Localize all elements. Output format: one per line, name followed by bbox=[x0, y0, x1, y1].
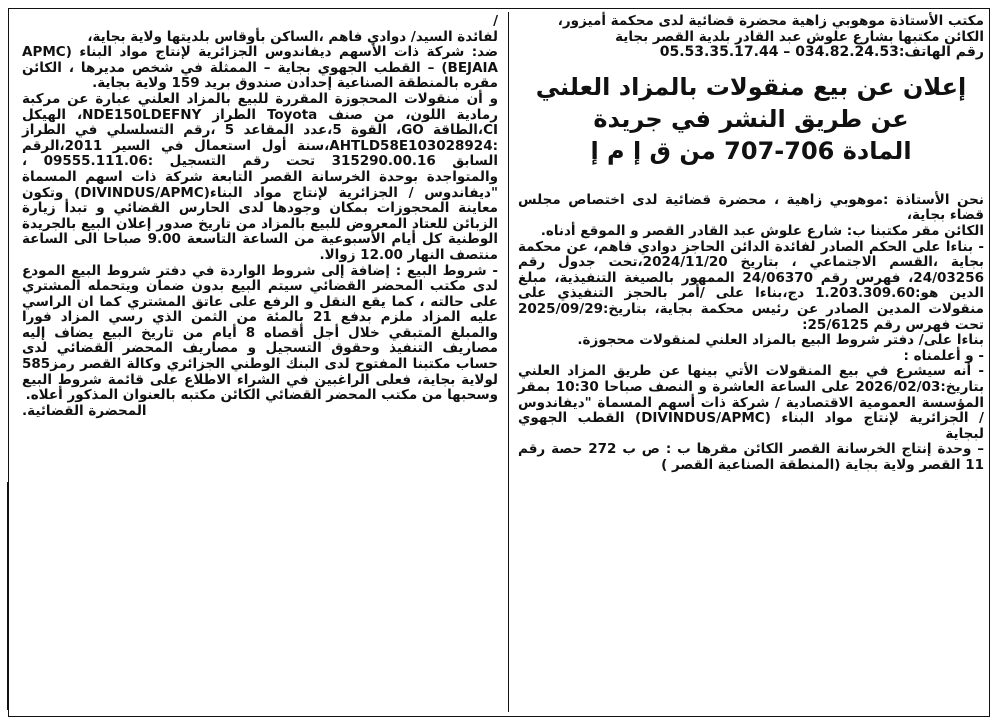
sale-conditions: - شروط البيع : إضافة إلى شروط الواردة في دفتر شروط البيع المودع لدى مكتب المحضر القضائي سيتم البيع بدون ضمان ويتحمله المشتري على حالته ، كما يقع النقل و الرفع على عاتق المشتري كما ان الراسي عليه المزاد ملزم بدفع 21 بالمئة من الثمن الذي رسي المزاد فورا والمبلغ المتبقي خلال أجل أقصاه 8 أيام من تاريخ البيع يضاف إليه مصاريف التنفيذ وحقوق التسجيل و مصاريف المحضر القضائي لدى حساب مكتبنا المفتوح لدى البنك الوطني الجزائري وكالة القصر رمز585 لولاية بجاية، فعلى الراغبين في الشراء الاطلاع على قائمة شروط البيع وسحبها من مكتب المحضر القضائي الكائن مكتبه بالعنوان المذكور أعلاه. bbox=[22, 262, 498, 404]
auction-location: – وحدة إنتاج الخرسانة القصر الكائن مقرها ب : ص ب 272 حصة رقم 11 القصر ولاية بجاية (المنطقة الصناعية القصر ) bbox=[518, 441, 984, 473]
right-column bbox=[518, 14, 984, 473]
debtor-line: ضد: شركة ذات الأسهم ديفاندوس الجزائرية لإنتاج مواد البناء (APMC BEJAIA) – القطب الجهوي بجاية – الممثلة في شخص مديرها ، الكائن مقره بالمنطقة الصناعية إحدادن صندوق بريد 159 ولاية بجاية. bbox=[22, 44, 498, 92]
seized-vehicle: و أن منقولات المحجوزة المقررة للبيع بالمزاد العلني عبارة عن مركبة رمادية اللون، من صنف Toyota الطراز NDE150LDEFNY، الهيكل CI،الطاقة GO، القوة 5،عدد المقاعد 5 ،رقم التسلسلي في الطراز :AHTLD58E103028924،سنة أول استعمال في السير 2011،الرقم السابق 315290.00.16 تحت رقم التسجيل :09555.111.06 ، والمتواجدة بوحدة الخرسانة القصر التابعة شركة ذات اسهم المسماة "ديفاندوس / الجزائرية لإنتاج مواد البناء(DIVINDUS/APMC) وتكون معاينة المحجوزات بمكان وجودها لدى الحارس القضائي و تبدأ زيارة الزبائن للعتاد المعروض للبيع بالمزاد من تاريخ صدور إعلان البيع بالجريدة الوطنية كل أيام الأسبوعية من الساعة التاسعة 9.00 صباحا الى الساعة منتصف النهار 12.00 زوالا. bbox=[22, 90, 498, 263]
creditor-line: لفائدة السيد/ دوادي فاهم ،الساكن بأوقاس بلديتها ولاية بجاية، bbox=[87, 28, 498, 45]
office-address: الكائن مكتبها بشارع علوش عبد القادر بلدية القصر بجاية bbox=[615, 28, 984, 45]
office-line: مكتب الأستاذة موهوبي زاهية محضرة قضائية لدى محكمة أميزور، bbox=[557, 13, 984, 29]
notified-line: - و أعلمناه : bbox=[903, 347, 984, 364]
conditions-book: بناءا على/ دفتر شروط البيع بالمزاد العلني لمنقولات محجوزة. bbox=[577, 332, 984, 349]
left-column bbox=[22, 14, 498, 419]
bailiff-address: الكائن مقر مكتبنا ب: شارع علوش عبد القادر القصر و الموقع أدناه. bbox=[540, 222, 984, 239]
title-line-2: عن طريق النشر في جريدة bbox=[593, 104, 909, 133]
slash-line: / bbox=[493, 13, 498, 29]
title-line-1: إعلان عن بيع منقولات بالمزاد العلني bbox=[535, 72, 967, 101]
office-phone: رقم الهاتف:034.82.24.53 – 05.53.35.17.44 bbox=[659, 44, 984, 61]
column-divider bbox=[508, 12, 509, 712]
bailiff-intro: نحن الأستاذة :موهوبي زاهية ، محضرة قضائية لدى اختصاص مجلس قضاء بجاية، bbox=[518, 191, 984, 224]
title-line-3: المادة 706-707 من ق إ م إ bbox=[590, 136, 912, 165]
left-edge-bar bbox=[0, 482, 9, 710]
notice-title bbox=[518, 71, 984, 167]
judgment-basis: - بناءا على الحكم الصادر لفائدة الدائن الحاجز دوادي فاهم، عن محكمة بجاية ،القسم الاجتماعي ، بتاريخ 2024/11/20،تحت جدول رقم 24/03256، فهرس رقم 24/06370 الممهور بالصيغة التنفيذية، مبلغ الدين هو:1.203.309.60 دج،بناءا على /أمر بالحجز التنفيذي على منقولات المدين الصادر عن رئيس محكمة بجاية، بتاريخ:2025/09/29 تحت فهرس رقم 25/6125: bbox=[518, 238, 984, 333]
auction-date: - أنه سيشرع في بيع المنقولات الأتي بينها عن طريق المزاد العلني بتاريخ:2026/02/03 على الساعة العاشرة و النصف صباحا 10:30 بمقر المؤسسة العمومية الاقتصادية / شركة ذات أسهم المسماة "ديفاندوس / الجزائرية لإنتاج مواد البناء (DIVINDUS/APMC) القطب الجهوي لبجاية bbox=[518, 363, 985, 442]
signature: المحضرة القضائية. bbox=[22, 402, 147, 419]
